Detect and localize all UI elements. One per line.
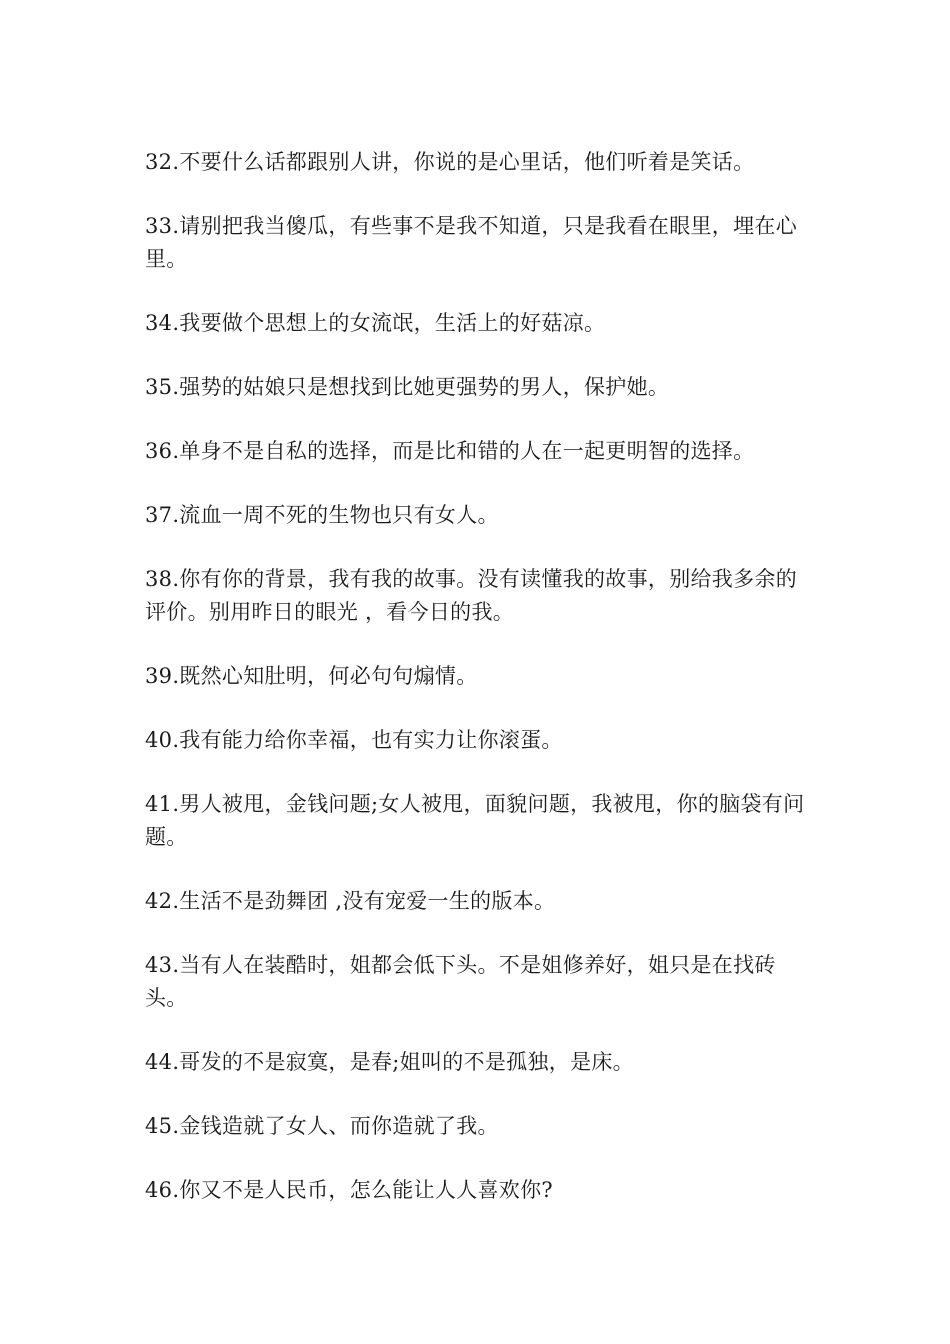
quote-item: 43.当有人在装酷时，姐都会低下头。不是姐修养好，姐只是在找砖头。: [145, 953, 776, 1010]
quote-item: 42.生活不是劲舞团 ,没有宠爱一生的版本。: [145, 889, 556, 913]
quote-item: 37.流血一周不死的生物也只有女人。: [145, 503, 499, 527]
quote-item: 39.既然心知肚明，何必句句煽情。: [145, 664, 478, 688]
quote-item: 44.哥发的不是寂寞，是春;姐叫的不是孤独，是床。: [145, 1050, 634, 1074]
quote-item: 34.我要做个思想上的女流氓，生活上的好菇凉。: [145, 311, 606, 335]
quote-item: 46.你又不是人民币，怎么能让人人喜欢你?: [145, 1178, 553, 1202]
quote-item: 40.我有能力给你幸福，也有实力让你滚蛋。: [145, 728, 563, 752]
quote-list: [145, 146, 815, 1238]
quote-item: 45.金钱造就了女人、而你造就了我。: [145, 1114, 499, 1138]
quote-item: 33.请别把我当傻瓜，有些事不是我不知道，只是我看在眼里，埋在心里。: [145, 214, 797, 271]
quote-item: 38.你有你的背景，我有我的故事。没有读懂我的故事，别给我多余的评价。别用昨日的眼光 ，看今日的我。: [145, 567, 797, 624]
quote-item: 32.不要什么话都跟别人讲，你说的是心里话，他们听着是笑话。: [145, 150, 755, 174]
quote-item: 35.强势的姑娘只是想找到比她更强势的男人，保护她。: [145, 375, 670, 399]
quote-item: 36.单身不是自私的选择，而是比和错的人在一起更明智的选择。: [145, 439, 755, 463]
quote-item: 41.男人被甩，金钱问题;女人被甩，面貌问题，我被甩，你的脑袋有问题。: [145, 792, 805, 849]
